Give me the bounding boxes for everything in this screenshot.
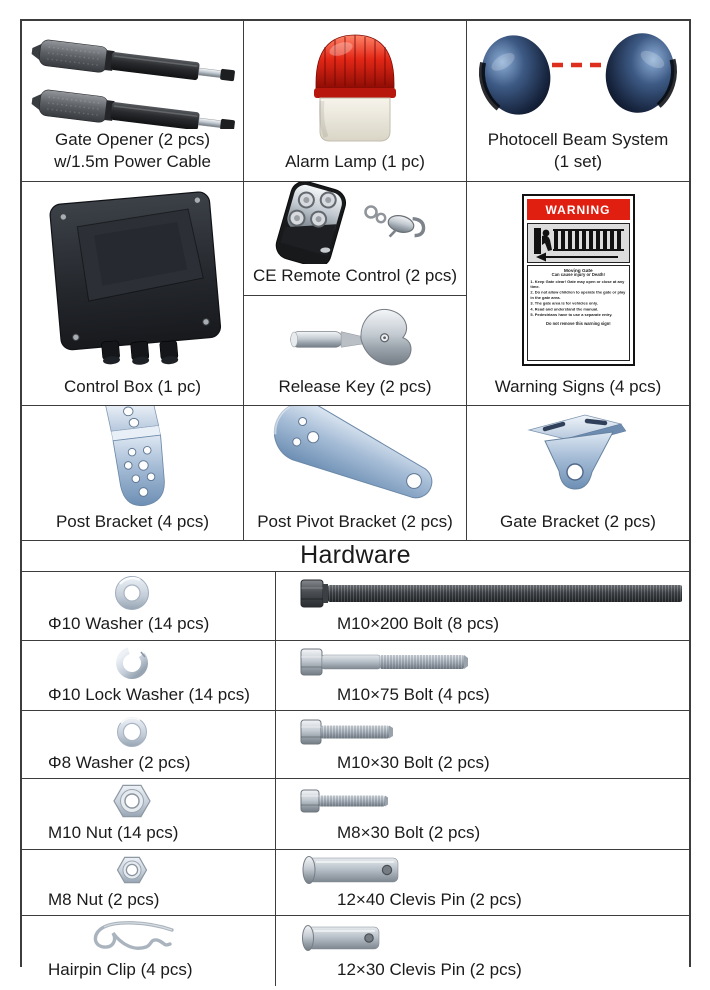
hardware-section-title: Hardware <box>300 540 411 569</box>
m8x30-bolt-icon <box>300 782 390 820</box>
warning-sign-item: 5. Pedestrians have to use a separate entry. <box>529 312 612 317</box>
cell-gate-bracket <box>467 406 689 541</box>
warning-sign-footer: Do not remove this warning sign! <box>545 321 611 326</box>
cell-12x30-clevis-pin <box>276 916 689 985</box>
cell-control-box <box>22 182 244 407</box>
release-key-label: Release Key (2 pcs) <box>278 376 432 396</box>
hardware-row <box>22 779 689 849</box>
clevis-pin-40-icon <box>300 850 405 890</box>
m10-nut-label: M10 Nut (14 pcs) <box>48 823 179 843</box>
control-box-label: Control Box (1 pc) <box>64 376 201 396</box>
warning-sign-title: Moving Gate <box>563 267 593 273</box>
cell-12x40-clevis-pin <box>276 850 689 916</box>
cell-m8-nut <box>22 850 276 916</box>
m10x30-bolt-icon <box>300 711 395 753</box>
cell-remote-and-key <box>244 182 467 407</box>
m10x200-bolt-label: M10×200 Bolt (8 pcs) <box>337 614 500 634</box>
warning-sign-item: 3. The gate area is for vehicles only. <box>529 301 598 306</box>
cell-m10x30-bolt <box>276 711 689 779</box>
cell-flat-washer <box>22 572 276 640</box>
m8-nut-label: M8 Nut (2 pcs) <box>48 889 160 909</box>
clevis-pin-30-label: 12×30 Clevis Pin (2 pcs) <box>337 960 522 980</box>
photocell-label-line2: (1 set) <box>553 151 603 171</box>
warning-signs-label: Warning Signs (4 pcs) <box>494 376 662 396</box>
cell-m10-nut <box>22 779 276 849</box>
hairpin-clip-icon <box>86 916 178 960</box>
m10x200-bolt-icon <box>300 572 685 614</box>
small-washer-label: Φ8 Washer (2 pcs) <box>48 753 191 773</box>
alarm-lamp-image <box>295 23 415 149</box>
photocell-image <box>472 23 684 127</box>
hardware-row <box>22 916 689 985</box>
cell-warning-signs <box>467 182 689 407</box>
m10x75-bolt-label: M10×75 Bolt (4 pcs) <box>337 684 490 704</box>
row-control-components <box>22 182 689 407</box>
gate-bracket-image <box>513 408 643 508</box>
gate-opener-label <box>50 129 215 181</box>
post-bracket-image <box>58 406 208 510</box>
cell-m10x200-bolt <box>276 572 689 640</box>
warning-sign-item: 4. Read and understand the manual. <box>529 306 598 311</box>
hairpin-clip-label: Hairpin Clip (4 pcs) <box>48 960 193 980</box>
remote-control-image <box>255 182 455 264</box>
warning-sign-item: 1. Keep Gate clear! Gate may open or close at any time. <box>529 279 624 289</box>
post-bracket-label: Post Bracket (4 pcs) <box>55 511 210 531</box>
flat-washer-label: Φ10 Washer (14 pcs) <box>48 614 210 634</box>
hardware-row <box>22 641 689 711</box>
cell-post-bracket <box>22 406 244 541</box>
cell-photocell <box>467 21 689 182</box>
remote-control-label: CE Remote Control (2 pcs) <box>252 265 458 285</box>
post-pivot-bracket-label: Post Pivot Bracket (2 pcs) <box>257 511 453 531</box>
row-main-components <box>22 21 689 182</box>
post-pivot-bracket-image <box>255 406 455 510</box>
moving-gate-pictogram-icon <box>528 224 629 262</box>
lock-washer-icon <box>110 643 154 683</box>
gate-bracket-label: Gate Bracket (2 pcs) <box>500 511 656 531</box>
cell-hairpin-clip <box>22 916 276 985</box>
subcell-remote <box>244 182 466 296</box>
hex-nut-icon <box>109 779 155 823</box>
small-hex-nut-icon <box>112 851 152 889</box>
lock-washer-label: Φ10 Lock Washer (14 pcs) <box>48 684 250 704</box>
m10x75-bolt-icon <box>300 641 470 685</box>
hardware-row <box>22 572 689 640</box>
photocell-label-line1: Photocell Beam System <box>487 130 669 149</box>
cell-small-washer <box>22 711 276 779</box>
cell-lock-washer <box>22 641 276 711</box>
subcell-release-key <box>244 296 466 406</box>
parts-table <box>20 19 691 980</box>
gate-opener-label-line2: w/1.5m Power Cable <box>54 151 211 171</box>
cell-m8x30-bolt <box>276 779 689 849</box>
row-brackets <box>22 406 689 541</box>
flat-washer-icon <box>110 572 154 614</box>
release-key-image <box>265 296 445 376</box>
warning-sign-pictogram <box>527 223 630 263</box>
clevis-pin-30-icon <box>300 920 385 956</box>
hardware-row <box>22 850 689 916</box>
hardware-row <box>22 711 689 779</box>
cell-m10x75-bolt <box>276 641 689 711</box>
cell-post-pivot-bracket <box>244 406 467 541</box>
m8x30-bolt-label: M8×30 Bolt (2 pcs) <box>337 823 481 843</box>
warning-sign-item: 2. Do not allow children to operate the gate or play in the gate area. <box>529 290 625 300</box>
control-box-image <box>24 184 242 374</box>
cell-alarm-lamp <box>244 21 467 182</box>
photocell-label <box>484 129 672 181</box>
warning-sign-header: WARNING <box>527 199 630 220</box>
thin-washer-icon <box>111 712 153 752</box>
alarm-lamp-label: Alarm Lamp (1 pc) <box>285 151 425 171</box>
cell-gate-opener <box>22 21 244 182</box>
gate-opener-label-line1: Gate Opener (2 pcs) <box>55 130 210 149</box>
row-hardware-header <box>22 541 689 572</box>
warning-sign-image <box>522 194 635 366</box>
gate-opener-image <box>28 21 238 129</box>
clevis-pin-40-label: 12×40 Clevis Pin (2 pcs) <box>337 889 522 909</box>
m10x30-bolt-label: M10×30 Bolt (2 pcs) <box>337 753 490 773</box>
warning-sign-subtitle: Can cause injury or Death! <box>551 272 605 277</box>
